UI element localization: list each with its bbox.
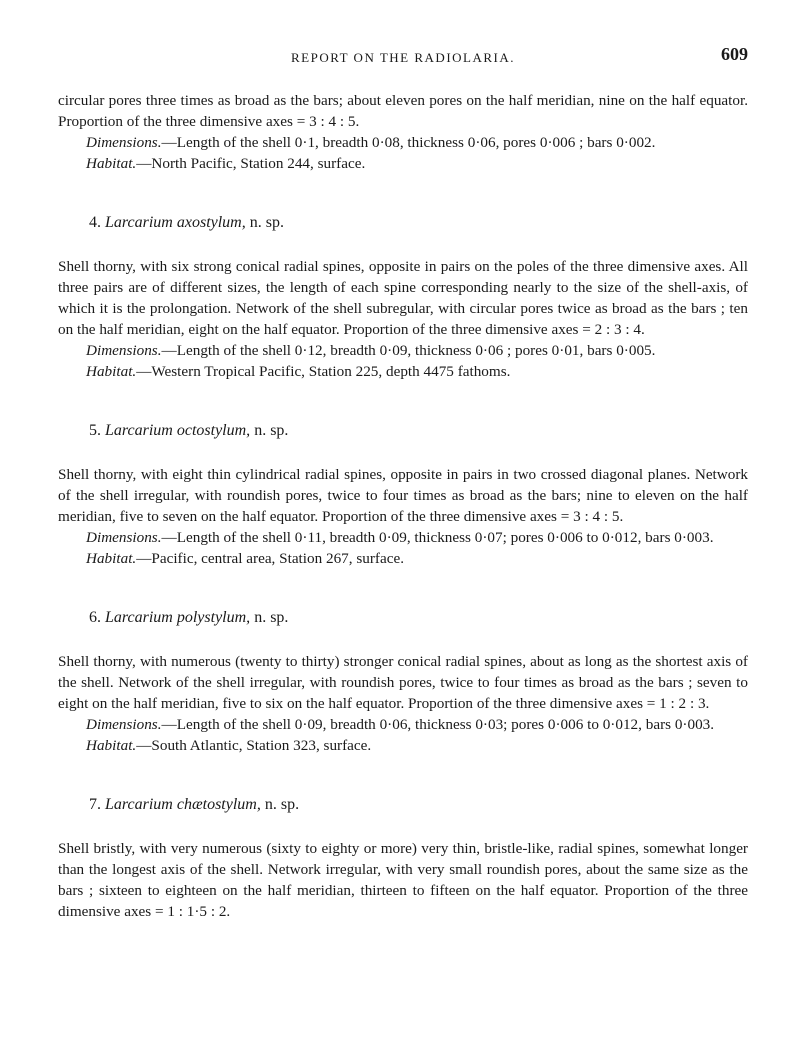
species-description: Shell bristly, with very numerous (sixty to eighty or more) very thin, bristle-like, radial spines, somewhat longer than the longest axis of the shell. Network irregular, with very small roundish pores, about the same size as the bars ; sixteen to eighteen on the half meridian, thirteen to fifteen on the half equator. Proportion of the three dimensive axes = 1 : 1·5 : 2. — [58, 840, 748, 920]
habitat-paragraph — [58, 361, 748, 382]
document-page — [58, 44, 748, 922]
species-description: Shell thorny, with six strong conical radial spines, opposite in pairs on the poles of the three dimensive axes. All three pairs are of different sizes, the length of each spine corresponding nearly to the size of the shell-axis, of which it is the prolongation. Network of the shell subregular, with circular pores twice as broad as the bars ; ten on the half meridian, eight on the half equator. Proportion of the three dimensive axes = 2 : 3 : 4. — [58, 258, 748, 338]
species-number: 6. — [89, 609, 101, 626]
dimensions-text: —Length of the shell 0·1, breadth 0·08, thickness 0·06, pores 0·006 ; bars 0·002. — [161, 134, 656, 151]
dimensions-label: Dimensions. — [86, 716, 162, 733]
species-heading — [89, 607, 748, 629]
species-heading — [89, 212, 748, 234]
species-description: Shell thorny, with numerous (twenty to thirty) stronger conical radial spines, about as long as the shortest axis of the shell. Network of the shell irregular, with roundish pores, twice to four times as broad as the bars ; seven to eight on the half meridian, five to six on the half equator. Proportion of the three dimensive axes = 1 : 2 : 3. — [58, 653, 748, 712]
dimensions-label: Dimensions. — [86, 529, 162, 546]
dimensions-text: —Length of the shell 0·11, breadth 0·09, thickness 0·07; pores 0·006 to 0·012, bars 0·003. — [161, 529, 714, 546]
dimensions-paragraph — [58, 132, 748, 153]
dimensions-label: Dimensions. — [86, 134, 162, 151]
species-name: Larcarium axostylum, — [105, 214, 246, 231]
species-number: 4. — [89, 214, 101, 231]
dimensions-paragraph — [58, 714, 748, 735]
species-description: Shell thorny, with eight thin cylindrical radial spines, opposite in pairs in two crossed diagonal planes. Network of the shell irregular, with roundish pores, twice to four times as broad as the bars; nine to eleven on the half meridian, five to seven on the half equator. Proportion of the three dimensive axes = 3 : 4 : 5. — [58, 466, 748, 525]
habitat-paragraph — [58, 548, 748, 569]
dimensions-paragraph — [58, 527, 748, 548]
running-title: REPORT ON THE RADIOLARIA. — [290, 50, 516, 65]
species-suffix: n. sp. — [254, 422, 289, 439]
habitat-paragraph — [58, 153, 748, 174]
habitat-label: Habitat. — [86, 363, 137, 380]
dimensions-label: Dimensions. — [86, 342, 162, 359]
habitat-label: Habitat. — [86, 550, 137, 567]
habitat-label: Habitat. — [86, 737, 137, 754]
dimensions-paragraph — [58, 340, 748, 361]
species-heading — [89, 420, 748, 442]
habitat-label: Habitat. — [86, 155, 137, 172]
species-name: Larcarium polystylum, — [105, 609, 251, 626]
continuation-text: circular pores three times as broad as the bars; about eleven pores on the half meridian, nine on the half equator. Proportion of the three dimensive axes = 3 : 4 : 5. — [58, 92, 748, 130]
dimensions-text: —Length of the shell 0·09, breadth 0·06, thickness 0·03; pores 0·006 to 0·012, bars 0·003. — [161, 716, 715, 733]
page-number: 609 — [721, 44, 748, 64]
species-heading — [89, 794, 748, 816]
habitat-text: —South Atlantic, Station 323, surface. — [136, 737, 372, 754]
continuation-block — [58, 90, 748, 174]
species-suffix: n. sp. — [264, 796, 300, 813]
habitat-text: —North Pacific, Station 244, surface. — [136, 155, 366, 172]
habitat-text: —Western Tropical Pacific, Station 225, depth 4475 fathoms. — [136, 363, 511, 380]
species-number: 7. — [89, 796, 101, 813]
habitat-text: —Pacific, central area, Station 267, surface. — [136, 550, 404, 567]
species-name: Larcarium octostylum, — [105, 422, 251, 439]
species-suffix: n. sp. — [254, 609, 289, 626]
species-suffix: n. sp. — [249, 214, 284, 231]
species-number: 5. — [89, 422, 101, 439]
running-head — [58, 44, 748, 70]
dimensions-text: —Length of the shell 0·12, breadth 0·09, thickness 0·06 ; pores 0·01, bars 0·005. — [161, 342, 656, 359]
species-name: Larcarium chætostylum, — [105, 796, 261, 813]
habitat-paragraph — [58, 735, 748, 756]
